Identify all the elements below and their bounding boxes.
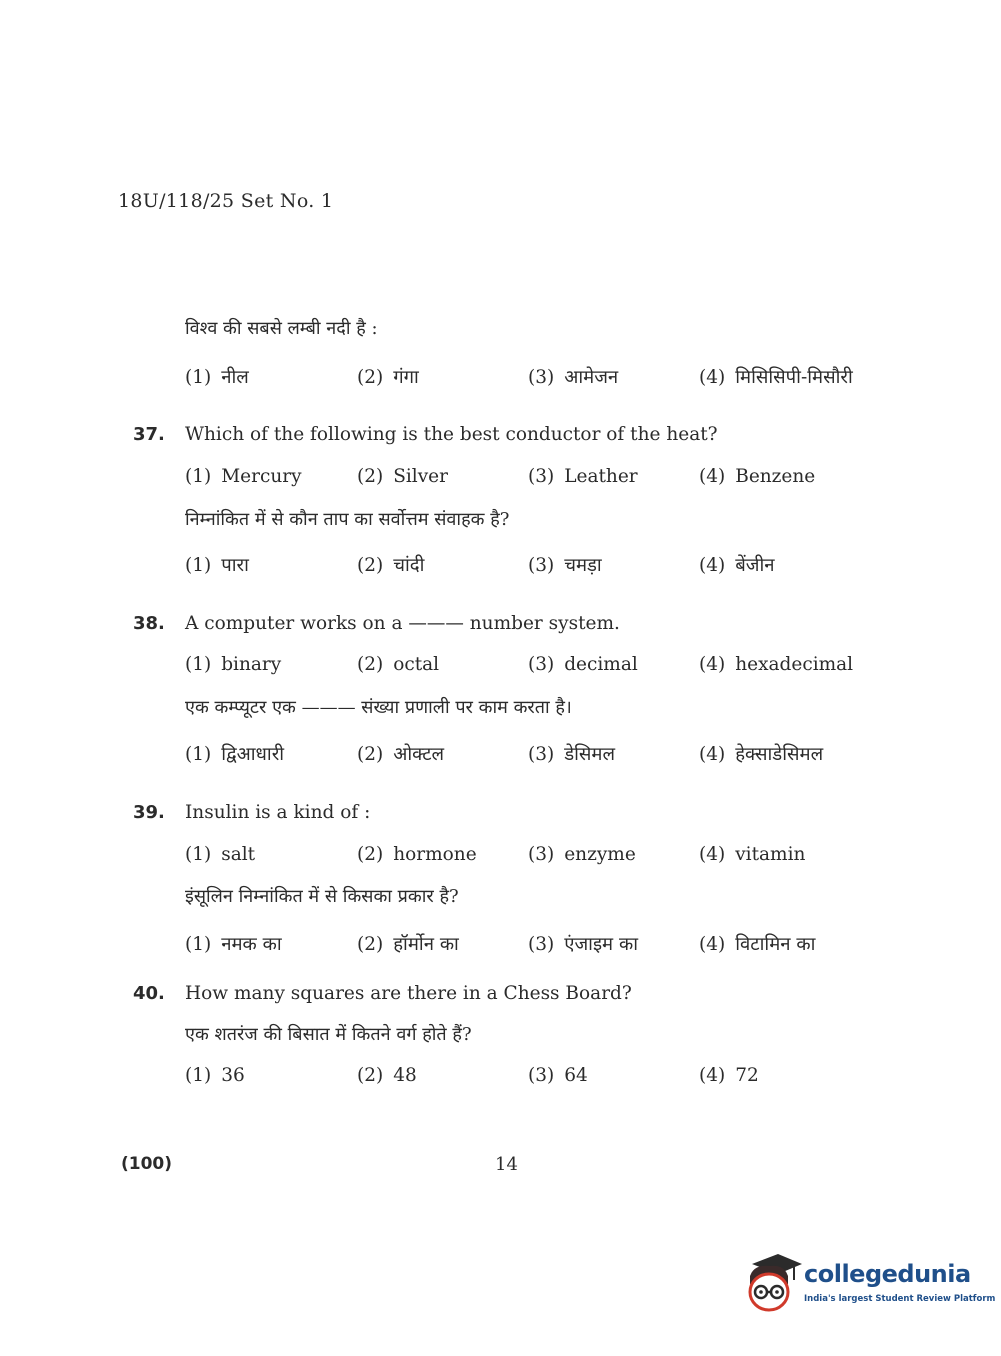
- option: (2) चांदी: [357, 555, 425, 576]
- question-text: A computer works on a ——— number system.: [185, 613, 620, 634]
- option: (4) हेक्साडेसिमल: [699, 744, 824, 765]
- question-37: [133, 424, 718, 445]
- option: (1) नमक का: [185, 934, 282, 955]
- option: (2) hormone: [357, 844, 477, 865]
- brand-name: collegedunia: [804, 1260, 971, 1288]
- option: (2) 48: [357, 1065, 417, 1086]
- question-38: [133, 613, 620, 634]
- option: (4) 72: [699, 1065, 759, 1086]
- question-number: 40.: [133, 983, 165, 1004]
- question-number: 37.: [133, 424, 165, 445]
- option: (4) vitamin: [699, 844, 806, 865]
- question-number: 38.: [133, 613, 165, 634]
- option: (4) बेंजीन: [699, 555, 775, 576]
- brand-tagline: India's largest Student Review Platform: [804, 1294, 996, 1304]
- q40-hindi-question: एक शतरंज की बिसात में कितने वर्ग होते हैं?: [185, 1024, 472, 1045]
- option: (3) चमड़ा: [528, 555, 602, 576]
- option: (1) पारा: [185, 555, 249, 576]
- option: (1) नील: [185, 367, 249, 388]
- option: (4) Benzene: [699, 466, 816, 487]
- option: (1) 36: [185, 1065, 245, 1086]
- option: (1) binary: [185, 654, 282, 675]
- option: (3) एंजाइम का: [528, 934, 638, 955]
- q37-hindi-question: निम्नांकित में से कौन ताप का सर्वोत्तम संवाहक है?: [185, 509, 510, 530]
- page-code: 18U/118/25 Set No. 1: [118, 190, 334, 212]
- option: (2) octal: [357, 654, 440, 675]
- option: (3) Leather: [528, 466, 638, 487]
- option: (1) salt: [185, 844, 256, 865]
- collegedunia-watermark: [744, 1250, 996, 1320]
- option: (3) डेसिमल: [528, 744, 616, 765]
- option: (1) Mercury: [185, 466, 302, 487]
- option: (4) hexadecimal: [699, 654, 854, 675]
- question-number: 39.: [133, 802, 165, 823]
- option: (4) विटामिन का: [699, 934, 816, 955]
- mascot-icon: [744, 1250, 802, 1312]
- question-text: Insulin is a kind of :: [185, 802, 371, 823]
- option: (3) enzyme: [528, 844, 636, 865]
- question-39: [133, 802, 370, 823]
- question-text: Which of the following is the best conductor of the heat?: [185, 424, 718, 445]
- option: (4) मिसिसिपी-मिसौरी: [699, 367, 853, 388]
- option: (2) ओक्टल: [357, 744, 445, 765]
- option: (3) 64: [528, 1065, 588, 1086]
- option: (3) decimal: [528, 654, 638, 675]
- q39-hindi-question: इंसूलिन निम्नांकित में से किसका प्रकार है?: [185, 886, 459, 907]
- question-40: [133, 983, 632, 1004]
- q36-hindi-question: विश्व की सबसे लम्बी नदी है :: [185, 318, 378, 339]
- option: (3) आमेजन: [528, 367, 619, 388]
- option: (2) हॉर्मोन का: [357, 934, 459, 955]
- q38-hindi-question: एक कम्प्यूटर एक ——— संख्या प्रणाली पर काम करता है।: [185, 697, 572, 718]
- question-text: How many squares are there in a Chess Board?: [185, 983, 632, 1004]
- option: (1) द्विआधारी: [185, 744, 285, 765]
- option: (2) Silver: [357, 466, 448, 487]
- option: (2) गंगा: [357, 367, 419, 388]
- footer-code: (100): [121, 1154, 173, 1174]
- page-number: 14: [495, 1154, 518, 1175]
